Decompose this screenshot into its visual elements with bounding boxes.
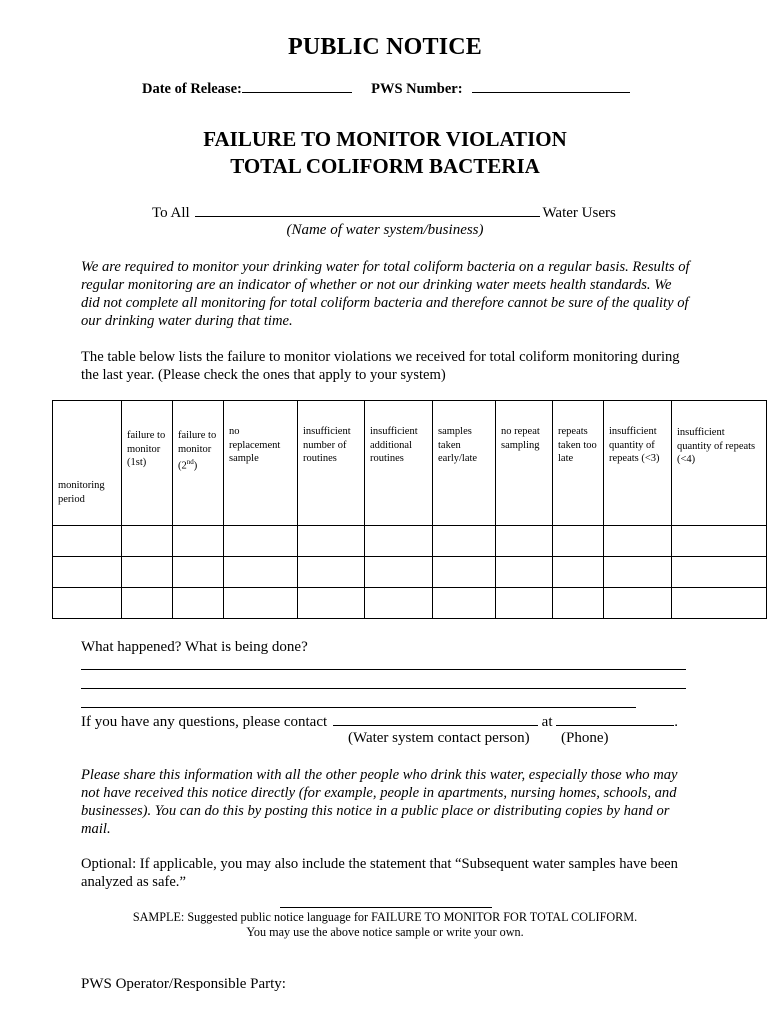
header-repeats-too-late: repeats taken too late — [553, 401, 604, 526]
contact-person-field[interactable] — [333, 711, 538, 726]
pws-number-label: PWS Number: — [371, 81, 463, 97]
table-cell[interactable] — [53, 526, 122, 557]
table-cell[interactable] — [433, 588, 496, 619]
contact-phone-field[interactable] — [556, 711, 674, 726]
table-cell[interactable] — [173, 588, 224, 619]
header-insufficient-repeats-3: insufficient quantity of repeats (<3) — [604, 401, 672, 526]
table-row — [53, 526, 767, 557]
table-cell[interactable] — [224, 588, 298, 619]
header-insufficient-routines: insufficient number of routines — [298, 401, 365, 526]
table-intro-paragraph: The table below lists the failure to monitor violations we received for total coliform monitoring during the last year. (Please check the ones that apply to your system) — [81, 349, 680, 383]
water-system-name-field[interactable] — [195, 202, 540, 217]
table-cell[interactable] — [298, 526, 365, 557]
what-happened-line-1[interactable] — [81, 669, 686, 670]
what-happened-line-2[interactable] — [81, 688, 686, 689]
header-insufficient-repeats-4: insufficient quantity of repeats (<4) — [672, 401, 767, 526]
table-cell[interactable] — [672, 557, 767, 588]
table-cell[interactable] — [298, 557, 365, 588]
table-cell[interactable] — [604, 588, 672, 619]
header-samples-early-late: samples taken early/late — [433, 401, 496, 526]
contact-line — [81, 711, 678, 731]
optional-paragraph: Optional: If applicable, you may also include the statement that “Subsequent water samples have been analyzed as safe.” — [81, 856, 678, 890]
header-no-replacement-sample: no replacement sample — [224, 401, 298, 526]
table-cell[interactable] — [496, 557, 553, 588]
table-row — [53, 557, 767, 588]
table-cell[interactable] — [298, 588, 365, 619]
table-cell[interactable] — [224, 557, 298, 588]
table-cell[interactable] — [173, 526, 224, 557]
pws-number-field[interactable] — [472, 78, 630, 93]
sample-note-line1: SAMPLE: Suggested public notice language for FAILURE TO MONITOR FOR TOTAL COLIFORM. — [132, 910, 638, 924]
release-line — [142, 78, 630, 98]
header-failure-to-monitor-1st: failure to monitor (1st) — [122, 401, 173, 526]
table-cell[interactable] — [433, 557, 496, 588]
date-of-release-label: Date of Release: — [142, 81, 242, 97]
water-system-name-hint: (Name of water system/business) — [286, 222, 484, 238]
page-title: PUBLIC NOTICE — [288, 34, 482, 60]
contact-prefix: If you have any questions, please contact — [81, 714, 328, 730]
contact-at: at — [541, 714, 553, 730]
table-cell[interactable] — [553, 588, 604, 619]
to-all-line — [152, 202, 616, 222]
table-cell[interactable] — [496, 588, 553, 619]
table-cell[interactable] — [173, 557, 224, 588]
table-cell[interactable] — [122, 526, 173, 557]
contact-phone-hint: (Phone) — [561, 730, 609, 746]
share-paragraph: Please share this information with all the other people who drink this water, especially those who may not have received this notice directly (for example, people in apartments, nursing homes, schools, and businesses). You can do this by posting this notice in a public place or distributing copies by hand or mail. — [81, 767, 678, 837]
header-failure-to-monitor-2nd: failure to monitor (2nd) — [173, 401, 224, 526]
operator-label: PWS Operator/Responsible Party: — [81, 976, 286, 992]
table-cell[interactable] — [365, 557, 433, 588]
violation-title-line1: FAILURE TO MONITOR VIOLATION — [203, 127, 567, 151]
table-cell[interactable] — [53, 557, 122, 588]
sample-note-line2: You may use the above notice sample or write your own. — [246, 925, 524, 939]
table-cell[interactable] — [122, 557, 173, 588]
table-cell[interactable] — [224, 526, 298, 557]
date-of-release-field[interactable] — [242, 78, 352, 93]
contact-person-hint: (Water system contact person) — [348, 730, 530, 746]
header-monitoring-period: monitoring period — [53, 401, 122, 526]
contact-end: . — [674, 714, 678, 730]
table-cell[interactable] — [604, 557, 672, 588]
what-happened-line-3[interactable] — [81, 707, 636, 708]
table-cell[interactable] — [365, 588, 433, 619]
table-cell[interactable] — [122, 588, 173, 619]
violations-table — [52, 400, 767, 619]
header-no-repeat-sampling: no repeat sampling — [496, 401, 553, 526]
what-happened-label: What happened? What is being done? — [81, 639, 308, 655]
intro-paragraph: We are required to monitor your drinking water for total coliform bacteria on a regular basis. Results of regular monitoring are an indicator of whether or not our drinking water meets health standards. We did not complete all monitoring for total coliform bacteria and therefore cannot be sure of the quality of our drinking water during that time. — [81, 259, 690, 329]
table-cell[interactable] — [365, 526, 433, 557]
header-insufficient-additional-routines: insufficient additional routines — [365, 401, 433, 526]
table-cell[interactable] — [672, 526, 767, 557]
table-cell[interactable] — [604, 526, 672, 557]
table-cell[interactable] — [433, 526, 496, 557]
to-all-suffix: Water Users — [542, 205, 616, 221]
table-cell[interactable] — [553, 526, 604, 557]
table-cell[interactable] — [496, 526, 553, 557]
violation-title-line2: TOTAL COLIFORM BACTERIA — [230, 154, 540, 178]
sample-divider — [280, 907, 492, 908]
table-row — [53, 588, 767, 619]
table-cell[interactable] — [53, 588, 122, 619]
to-all-prefix: To All — [152, 205, 190, 221]
violations-table-header-row — [53, 401, 767, 526]
table-cell[interactable] — [553, 557, 604, 588]
table-cell[interactable] — [672, 588, 767, 619]
